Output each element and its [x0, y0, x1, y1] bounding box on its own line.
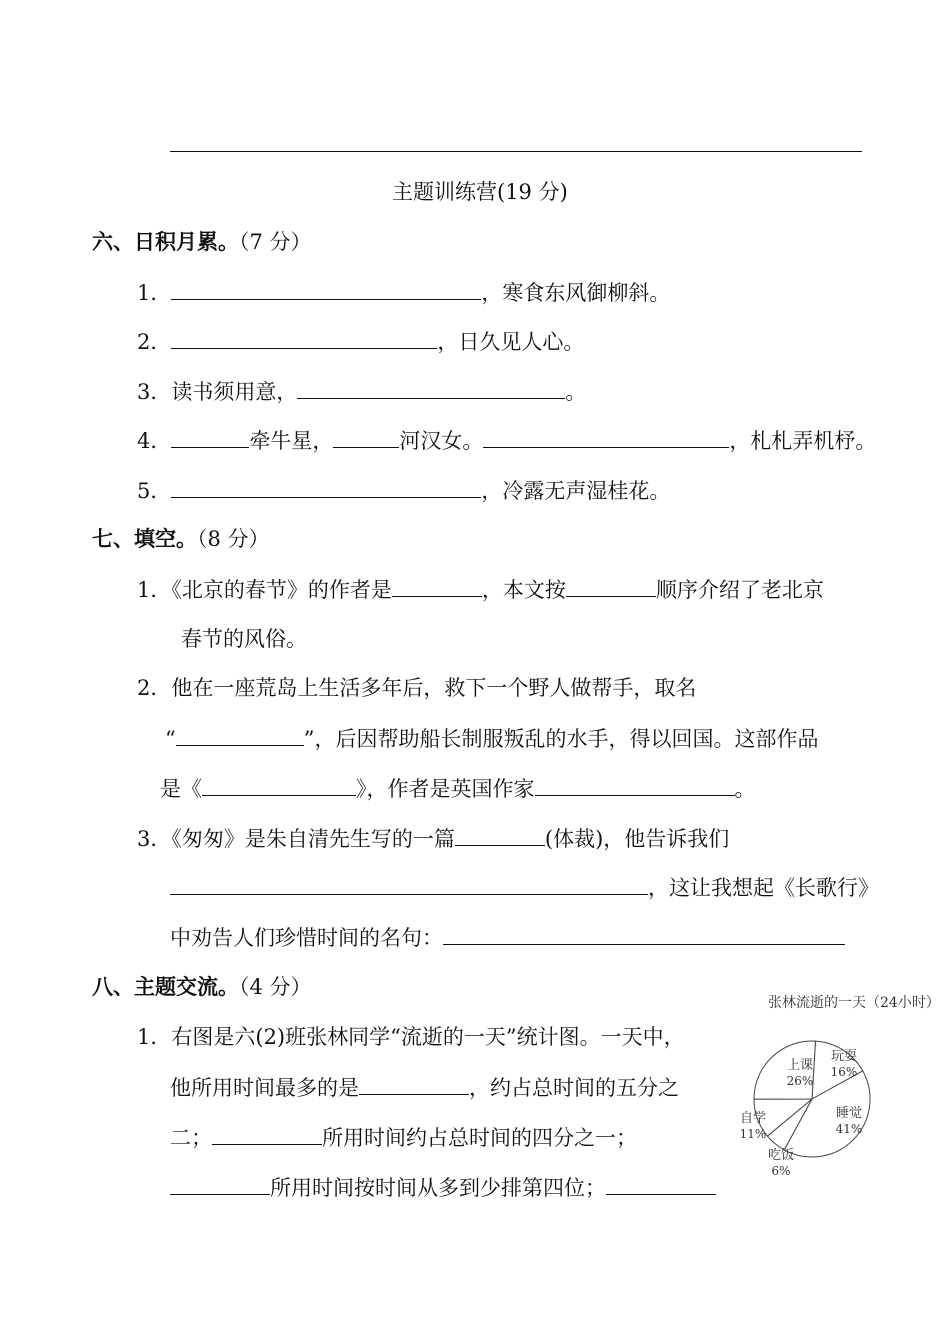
- pie-label-上课: 上课: [786, 1058, 814, 1073]
- item-number: 2．: [137, 676, 172, 700]
- s8-q1-line2: [170, 1072, 679, 1103]
- answer-blank[interactable]: [297, 376, 565, 399]
- s6-item-1: [137, 277, 670, 308]
- section-8-score: （4 分）: [239, 975, 312, 999]
- s6-item-3: [137, 376, 586, 407]
- item-text: 河汉女。: [399, 429, 484, 453]
- item-number: 2．: [137, 330, 172, 354]
- item-text: 所用时间约占总时间的四分之一；: [322, 1126, 637, 1150]
- item-number: 3．: [137, 380, 172, 404]
- item-text: 是《: [160, 777, 202, 801]
- section-6-heading: [92, 227, 312, 257]
- answer-blank[interactable]: [606, 1172, 716, 1195]
- page-title: 主题训练营(19 分): [392, 180, 568, 204]
- answer-blank[interactable]: [212, 1122, 322, 1145]
- answer-blank[interactable]: [455, 823, 545, 846]
- pie-value-自学: 11%: [739, 1127, 767, 1141]
- answer-blank[interactable]: [483, 425, 729, 448]
- item-text: 《匆匆》是朱自清先生写的一篇: [171, 827, 455, 851]
- pie-value-上课: 26%: [786, 1074, 814, 1088]
- answer-blank[interactable]: [171, 277, 481, 300]
- answer-blank[interactable]: [359, 1072, 469, 1095]
- pie-value-玩耍: 16%: [830, 1065, 858, 1079]
- s7-q3-line2: [170, 872, 879, 903]
- section-8-heading: [92, 972, 312, 1002]
- item-text: ”，后因帮助船长制服叛乱的水手，得以回国。这部作品: [303, 727, 819, 751]
- item-text: 中劝告人们珍惜时间的名句：: [170, 926, 443, 950]
- item-number: 3．: [137, 827, 172, 851]
- item-number: 1．: [137, 281, 172, 305]
- s7-q2-line1: [137, 673, 696, 703]
- pie-value-睡觉: 41%: [835, 1122, 863, 1136]
- s7-q3-line3: [170, 922, 845, 953]
- item-text: 。: [734, 777, 756, 801]
- section-6-score: （7 分）: [239, 230, 312, 254]
- item-number: 5．: [137, 479, 172, 503]
- item-text: ，日久见人心。: [437, 330, 585, 354]
- item-number: 1．: [137, 1025, 172, 1049]
- item-text: ，这让我想起《长歌行》: [648, 876, 879, 900]
- pie-label-玩耍: 玩耍: [830, 1049, 858, 1064]
- answer-blank[interactable]: [171, 326, 437, 349]
- pie-value-吃饭: 6%: [771, 1164, 791, 1178]
- item-number: 1．: [137, 578, 172, 602]
- answer-blank[interactable]: [443, 922, 845, 945]
- item-text: 所用时间按时间从多到少排第四位；: [270, 1176, 606, 1200]
- item-text: 》，作者是英国作家: [356, 777, 535, 801]
- item-text: ，寒食东风御柳斜。: [481, 281, 671, 305]
- answer-blank[interactable]: [176, 723, 304, 746]
- s6-item-5: [137, 475, 670, 506]
- item-text: 顺序介绍了老北京: [655, 578, 824, 602]
- item-text: 他所用时间最多的是: [170, 1076, 359, 1100]
- pie-label-自学: 自学: [739, 1111, 767, 1126]
- s8-q1-line3: [170, 1122, 637, 1153]
- section-6-title: 六、日积月累。: [92, 230, 239, 254]
- item-text: 他在一座荒岛上生活多年后，救下一个野人做帮手，取名: [171, 676, 697, 700]
- s6-item-4: [137, 425, 876, 456]
- answer-blank[interactable]: [535, 773, 735, 796]
- answer-blank[interactable]: [171, 425, 249, 448]
- pie-label-吃饭: 吃饭: [767, 1148, 795, 1163]
- answer-blank[interactable]: [202, 773, 356, 796]
- item-text: 右图是六(2)班张林同学“流逝的一天”统计图。一天中，: [171, 1025, 685, 1049]
- s7-q1-line2: 春节的风俗。: [181, 627, 307, 651]
- item-text: 。: [565, 380, 587, 404]
- section-7-heading: [92, 524, 270, 554]
- item-text: ，约占总时间的五分之: [469, 1076, 679, 1100]
- s8-q1-line1: [137, 1022, 685, 1052]
- pie-label-睡觉: 睡觉: [835, 1106, 863, 1121]
- section-7-score: （8 分）: [197, 527, 270, 551]
- answer-blank[interactable]: [170, 872, 648, 895]
- item-text: (体裁)，他告诉我们: [544, 827, 730, 851]
- answer-blank[interactable]: [171, 475, 481, 498]
- item-text: 二；: [170, 1126, 212, 1150]
- chart-title: 张林流逝的一天（24小时）: [768, 995, 940, 1011]
- item-number: 4．: [137, 429, 172, 453]
- pie-chart: [722, 1014, 942, 1194]
- answer-blank[interactable]: [566, 574, 656, 597]
- s8-q1-line4: [170, 1172, 716, 1203]
- section-7-title: 七、填空。: [92, 527, 197, 551]
- s7-q2-line3: [160, 773, 756, 804]
- section-8-title: 八、主题交流。: [92, 975, 239, 999]
- s6-item-2: [137, 326, 584, 357]
- item-text: “: [165, 727, 176, 751]
- item-text: 读书须用意，: [171, 380, 298, 404]
- answer-blank[interactable]: [333, 425, 399, 448]
- item-text: 《北京的春节》的作者是: [171, 578, 392, 602]
- item-text: 牵牛星，: [249, 429, 334, 453]
- answer-blank[interactable]: [392, 574, 482, 597]
- s7-q2-line2: [165, 723, 818, 754]
- item-text: ，本文按: [481, 578, 566, 602]
- answer-blank[interactable]: [170, 1172, 270, 1195]
- top-rule: [170, 151, 862, 152]
- item-text: ，札札弄机杼。: [729, 429, 877, 453]
- s7-q1-line1: [137, 574, 824, 605]
- item-text: ，冷露无声湿桂花。: [481, 479, 671, 503]
- s7-q3-line1: [137, 823, 729, 854]
